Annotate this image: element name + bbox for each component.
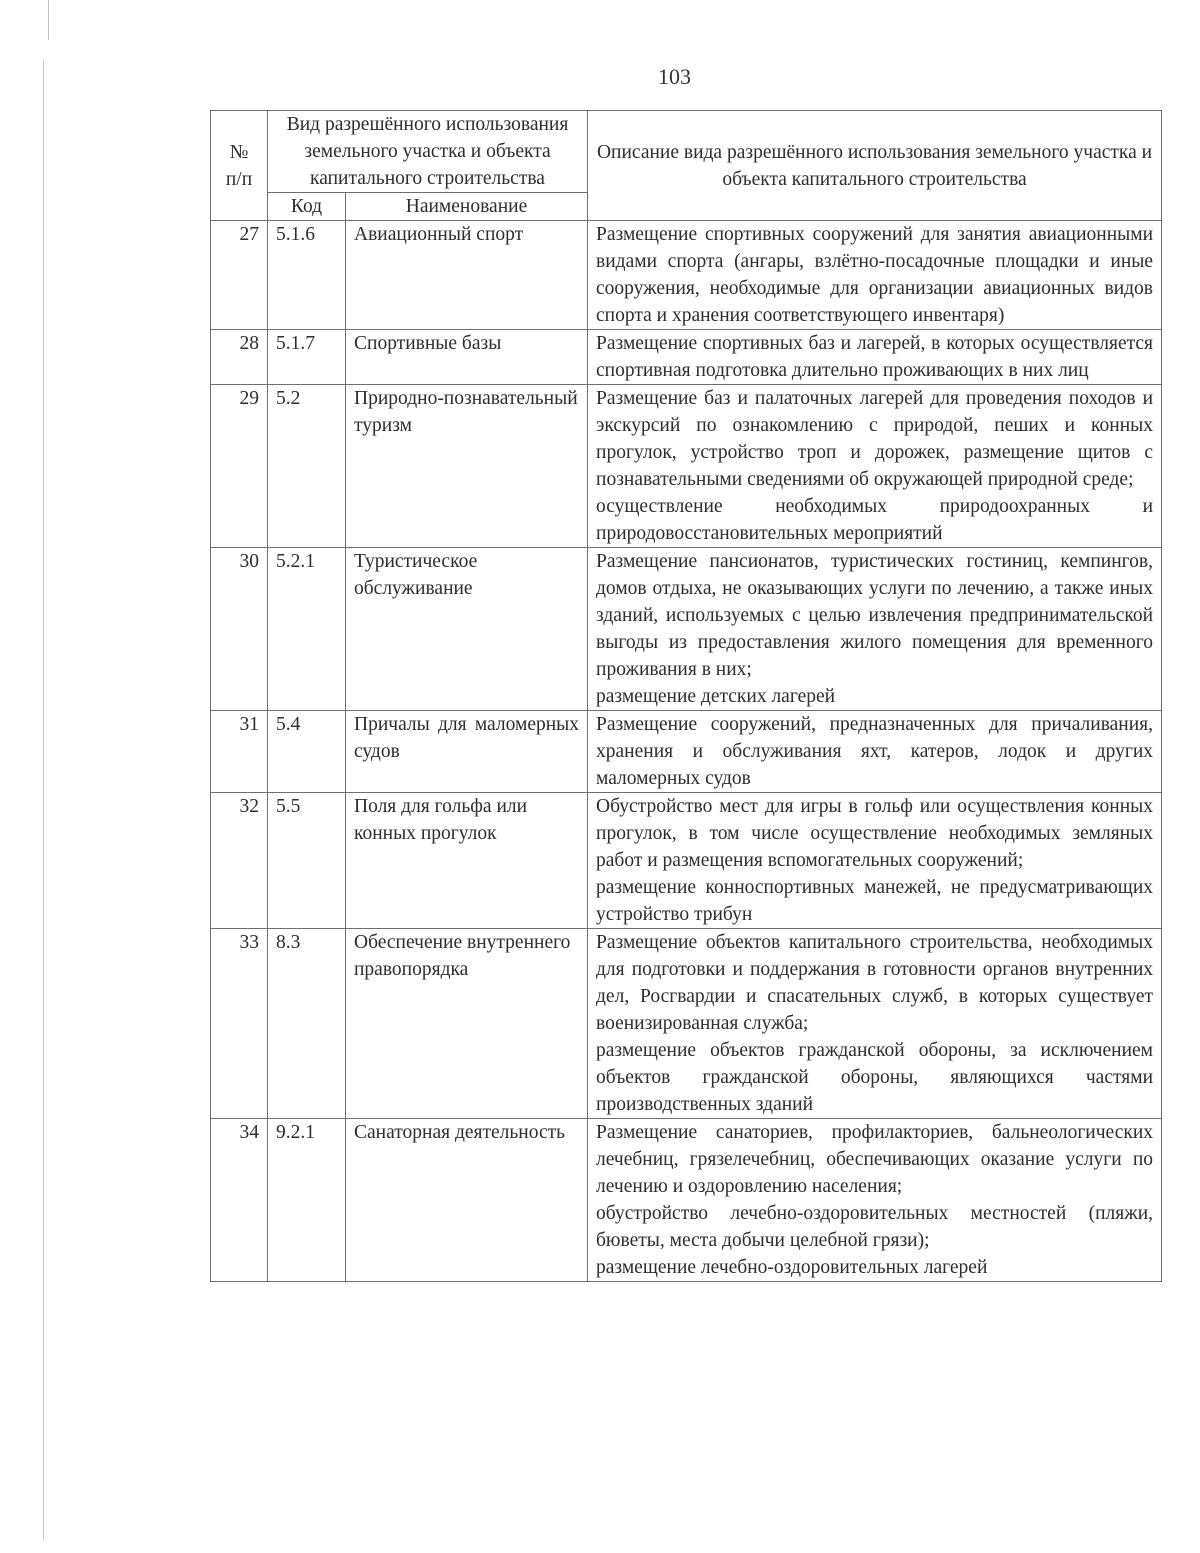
use-name: Авиационный спорт [346,221,588,330]
row-number: 31 [211,711,268,793]
header-no-label [219,139,259,193]
header-description: Описание вида разрешённого использования земельного участка и объекта капитального строительства [588,111,1162,221]
description-paragraph: Размещение спортивных баз и лагерей, в которых осуществляется спортивная подготовка длительно проживающих в них лиц [596,333,1154,381]
use-code: 5.1.7 [268,330,346,385]
use-description [588,1119,1162,1282]
description-paragraph: Размещение сооружений, предназначенных для причаливания, хранения и обслуживания яхт, катеров, лодок и других маломерных судов [596,714,1154,789]
row-number: 27 [211,221,268,330]
row-number: 33 [211,929,268,1119]
description-paragraph: размещение конноспортивных манежей, не предусматривающих устройство трибун [596,877,1154,925]
use-description [588,548,1162,711]
use-code: 5.1.6 [268,221,346,330]
use-code: 5.2 [268,385,346,548]
use-description [588,711,1162,793]
use-description [588,793,1162,929]
table-row [211,330,1162,385]
table-body [211,221,1162,1282]
description-paragraph: Размещение санаториев, профилакториев, бальнеологических лечебниц, грязелечебниц, обеспечивающих оказание услуги по лечению и оздоровлению населения; [596,1122,1154,1197]
use-code: 5.2.1 [268,548,346,711]
use-code: 5.5 [268,793,346,929]
table-header [211,111,1162,221]
row-number: 32 [211,793,268,929]
use-description [588,221,1162,330]
use-description [588,385,1162,548]
page-number: 103 [658,64,691,89]
use-name: Обеспечение внутреннего правопорядка [346,929,588,1119]
header-no [211,111,268,221]
table-row [211,385,1162,548]
row-number: 28 [211,330,268,385]
table-row [211,929,1162,1119]
use-description [588,929,1162,1119]
table-row [211,711,1162,793]
scan-edge-mark [48,0,49,40]
description-paragraph: размещение объектов гражданской обороны, за исключением объектов гражданской обороны, являющихся частями производственных зданий [596,1040,1154,1115]
description-paragraph: размещение лечебно-оздоровительных лагерей [596,1257,988,1278]
description-paragraph: обустройство лечебно-оздоровительных местностей (пляжи, бюветы, места добычи целебной грязи); [596,1203,1154,1251]
header-use-type: Вид разрешённого использования земельного участка и объекта капитального строительства [268,111,588,193]
table-row [211,548,1162,711]
use-name: Санаторная деятельность [346,1119,588,1282]
use-name: Причалы для маломерных судов [346,711,588,793]
use-code: 9.2.1 [268,1119,346,1282]
row-number: 29 [211,385,268,548]
header-name: Наименование [346,193,588,221]
description-paragraph: Обустройство мест для игры в гольф или осуществления конных прогулок, в том числе осуществление необходимых земляных работ и размещения вспомогательных сооружений; [596,796,1154,871]
description-paragraph: Размещение спортивных сооружений для занятия авиационными видами спорта (ангары, взлётно-посадочные площадки и иные сооружения, необходимые для организации авиационных видов спорта и хранения соответствующего инвентаря) [596,224,1154,326]
table-row [211,221,1162,330]
use-name: Спортивные базы [346,330,588,385]
description-paragraph: осуществление необходимых природоохранных и природовосстановительных мероприятий [596,496,1154,544]
table-row [211,793,1162,929]
row-number: 34 [211,1119,268,1282]
header-no-line: № [229,141,249,163]
use-description [588,330,1162,385]
use-code: 5.4 [268,711,346,793]
header-code: Код [268,193,346,221]
description-paragraph: Размещение объектов капитального строительства, необходимых для подготовки и поддержания в готовности органов внутренних дел, Росгвардии и спасательных служб, в которых существует военизированная служба; [596,932,1154,1034]
use-name: Природно-познавательный туризм [346,385,588,548]
use-name: Туристическое обслуживание [346,548,588,711]
use-code: 8.3 [268,929,346,1119]
description-paragraph: размещение детских лагерей [596,686,836,707]
scan-edge-line [43,60,44,1540]
row-number: 30 [211,548,268,711]
use-name: Поля для гольфа или конных прогулок [346,793,588,929]
description-paragraph: Размещение баз и палаточных лагерей для проведения походов и экскурсий по ознакомлению с природой, пеших и конных прогулок, устройство троп и дорожек, размещение щитов с познавательными сведениями об окружающей природной среде; [596,388,1154,490]
header-no-line: п/п [225,168,253,190]
description-paragraph: Размещение пансионатов, туристических гостиниц, кемпингов, домов отдыха, не оказывающих услуги по лечению, а также иных зданий, используемых с целью извлечения предпринимательской выгоды из предоставления жилого помещения для временного проживания в них; [596,551,1154,680]
table-row [211,1119,1162,1282]
land-use-table [210,110,1162,1282]
